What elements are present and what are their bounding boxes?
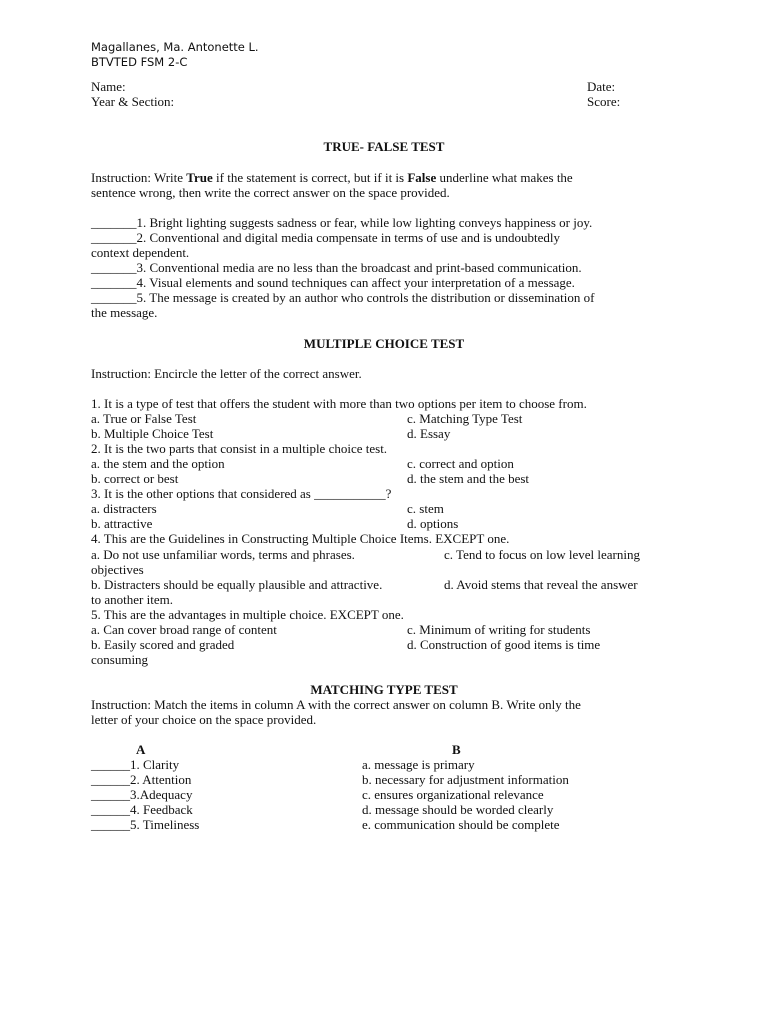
- mc-option: c. Matching Type Test: [407, 411, 523, 426]
- mc-option: d. options: [407, 516, 459, 531]
- author-name: Magallanes, Ma. Antonette L.: [91, 40, 259, 54]
- mc-question-1: 1. It is a type of test that offers the student with more than two options per item to choose from.: [91, 396, 587, 411]
- column-b-item: b. necessary for adjustment information: [362, 772, 569, 787]
- score-label: Score:: [587, 94, 621, 109]
- mc-option-continuation: consuming: [91, 652, 149, 667]
- matching-instruction-line-2: letter of your choice on the space provided.: [91, 712, 317, 727]
- true-false-items: [91, 215, 681, 320]
- column-a-item: ______1. Clarity: [91, 757, 180, 772]
- instruction-bold-true: True: [186, 170, 213, 185]
- column-b-header: B: [452, 742, 461, 757]
- name-label: Name:: [91, 79, 126, 94]
- date-label: Date:: [587, 79, 616, 94]
- tf-item: _______3. Conventional media are no less than the broadcast and print-based communication.: [91, 260, 582, 275]
- mc-option: a. Do not use unfamiliar words, terms and phrases.: [91, 547, 355, 562]
- column-a-item: ______4. Feedback: [91, 802, 193, 817]
- mc-option: b. Easily scored and graded: [91, 637, 235, 652]
- mc-option: a. the stem and the option: [91, 456, 225, 471]
- mc-question-2: 2. It is the two parts that consist in a multiple choice test.: [91, 441, 388, 456]
- course-section: BTVTED FSM 2-C: [91, 55, 188, 69]
- true-false-instruction: [91, 170, 681, 200]
- instruction-bold-false: False: [407, 170, 437, 185]
- mc-option: c. Tend to focus on low level learning: [444, 547, 640, 562]
- mc-option: a. True or False Test: [91, 411, 197, 426]
- mc-instruction: Instruction: Encircle the letter of the correct answer.: [91, 366, 362, 381]
- column-b-item: a. message is primary: [362, 757, 475, 772]
- year-section-label: Year & Section:: [91, 94, 175, 109]
- instruction-line-1: [91, 170, 681, 185]
- tf-item: context dependent.: [91, 245, 190, 260]
- tf-item: _______1. Bright lighting suggests sadness or fear, while low lighting conveys happiness or joy.: [91, 215, 593, 230]
- mc-option: c. correct and option: [407, 456, 514, 471]
- column-a-header: A: [136, 742, 146, 757]
- column-a-item: ______2. Attention: [91, 772, 192, 787]
- column-b-item: e. communication should be complete: [362, 817, 560, 832]
- mc-question-5: 5. This are the advantages in multiple choice. EXCEPT one.: [91, 607, 404, 622]
- mc-option: c. Minimum of writing for students: [407, 622, 591, 637]
- column-a-item: ______5. Timeliness: [91, 817, 200, 832]
- column-b-item: c. ensures organizational relevance: [362, 787, 544, 802]
- mc-question-4: 4. This are the Guidelines in Constructing Multiple Choice Items. EXCEPT one.: [91, 531, 510, 546]
- tf-item: _______5. The message is created by an author who controls the distribution or dissemination of: [91, 290, 595, 305]
- instruction-text: underline what makes the: [436, 170, 573, 185]
- mc-option: b. Multiple Choice Test: [91, 426, 214, 441]
- instruction-line-2: sentence wrong, then write the correct answer on the space provided.: [91, 185, 450, 200]
- matching-instruction-line-1: Instruction: Match the items in column A with the correct answer on column B. Write only the: [91, 697, 581, 712]
- column-a-item: ______3.Adequacy: [91, 787, 193, 802]
- mc-option: d. Avoid stems that reveal the answer: [444, 577, 638, 592]
- mc-option: b. attractive: [91, 516, 153, 531]
- mc-option: a. distracters: [91, 501, 157, 516]
- mc-option: b. Distracters should be equally plausible and attractive.: [91, 577, 383, 592]
- matching-title: MATCHING TYPE TEST: [310, 682, 458, 697]
- column-b-item: d. message should be worded clearly: [362, 802, 554, 817]
- mc-option: b. correct or best: [91, 471, 179, 486]
- true-false-title: TRUE- FALSE TEST: [323, 139, 445, 154]
- tf-item: the message.: [91, 305, 158, 320]
- mc-option-continuation: objectives: [91, 562, 144, 577]
- tf-item: _______4. Visual elements and sound techniques can affect your interpretation of a message.: [91, 275, 575, 290]
- tf-item: _______2. Conventional and digital media compensate in terms of use and is undoubtedly: [91, 230, 560, 245]
- multiple-choice-title: MULTIPLE CHOICE TEST: [303, 336, 465, 351]
- mc-option: d. Construction of good items is time: [407, 637, 601, 652]
- mc-option: c. stem: [407, 501, 444, 516]
- mc-option: d. Essay: [407, 426, 451, 441]
- mc-option: d. the stem and the best: [407, 471, 530, 486]
- instruction-text: if the statement is correct, but if it is: [212, 170, 408, 185]
- mc-option-continuation: to another item.: [91, 592, 173, 607]
- mc-question-3: 3. It is the other options that considered as ___________?: [91, 486, 392, 501]
- instruction-text: Instruction: Write: [91, 170, 187, 185]
- mc-option: a. Can cover broad range of content: [91, 622, 277, 637]
